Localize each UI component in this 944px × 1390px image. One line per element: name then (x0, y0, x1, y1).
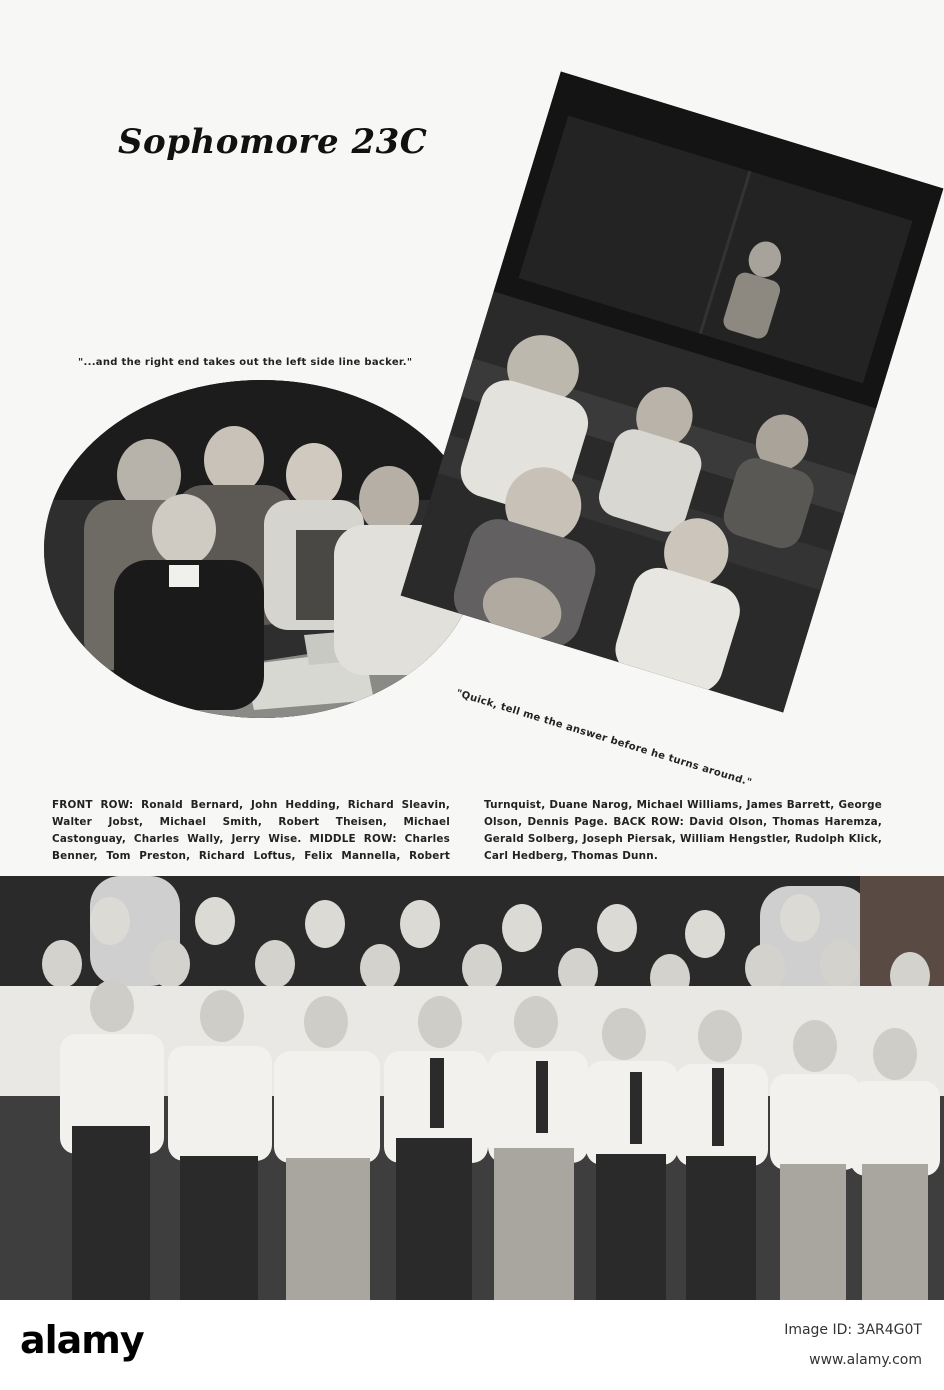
classroom-photo (401, 71, 944, 712)
class-group-photo (0, 876, 944, 1300)
image-id-label: Image ID: 3AR4G0T (784, 1322, 922, 1338)
alamy-logo: alamy (20, 1318, 144, 1362)
classroom-photo-frame (401, 71, 944, 712)
roster-text: FRONT ROW: Ronald Bernard, John Hedding, Richard Sleavin, Walter Jobst, Michael Smith, Robert Theisen, Michael Castonguay, Charles Wally, Jerry Wise. MIDDLE ROW: Charles Benner, Tom Preston, Richard Loftus, Felix Mannella, Robert Turnquist, Duane Narog, Michael Williams, James Barrett, George Olson, Dennis Page. BACK ROW: David Olson, Thomas Haremza, Gerald Solberg, Joseph Piersak, William Hengstler, Rudolph Klick, Carl Hedberg, Thomas Dunn. (52, 799, 882, 862)
photo2-caption: "Quick, tell me the answer before he turns around." (454, 688, 754, 789)
photo1-caption: "...and the right end takes out the left side line backer." (78, 357, 413, 368)
source-url-label: www.alamy.com (809, 1352, 922, 1368)
page-title: Sophomore 23C (118, 122, 428, 162)
